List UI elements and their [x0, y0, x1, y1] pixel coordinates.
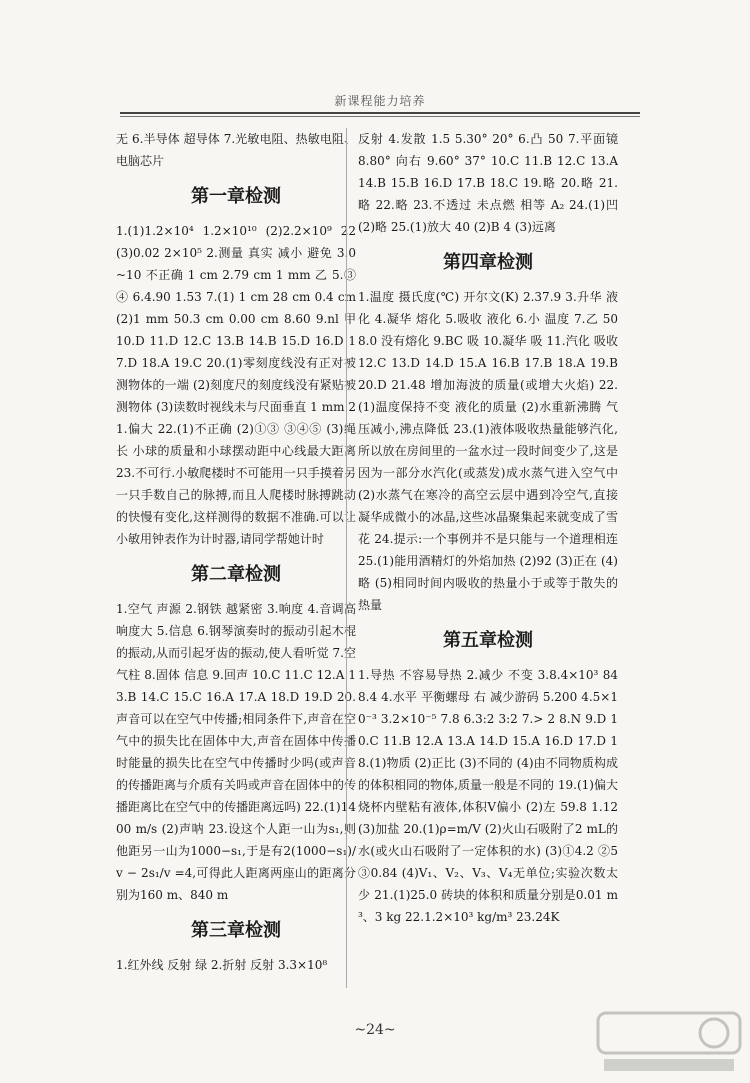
watermark-logo-icon: [594, 1007, 744, 1077]
section-title-ch4: 第四章检测: [443, 252, 533, 273]
section-body-ch4: 1.温度 摄氏度(℃) 开尔文(K) 2.37.9 3.升华 液化 4.凝华 熔化 5.吸收 液化 6.小 温度 7.乙 50 8.0 没有熔化 9.BC 吸 10.凝华 吸 11.汽化 吸收 12.C 13.D 14.D 15.A 16.B 17.B 18.A 19.B 20.D 21.48 增加海波的质量(或增大火焰) 22.(1)温度保持不变 液化的质量 (2)水重新沸腾 气压减小,沸点降低 23.(1)液体吸收热量能够汽化,所以放在房间里的一盆水过一段时间变少了,这是因为一部分水汽化(或蒸发)成水蒸气进入空气中 (2)水蒸气在寒冷的高空云层中遇到冷空气,直接凝华成微小的冰晶,这些冰晶聚集起来就变成了雪花 24.提示:一个事例并不是只能与一个道理相连 25.(1)能用酒精灯的外焰加热 (2)92 (3)正在 (4)略 (5)相同时间内吸收的热量小于或等于散失的热量: [358, 290, 618, 612]
section-body-ch5: 1.导热 不容易导热 2.减少 不变 3.8.4×10³ 84 8.4 4.水平 平衡螺母 右 减少游码 5.200 4.5×10⁻³ 3.2×10⁻⁵ 7.8 6.3:2 3:2 7.> 2 8.N 9.D 10.C 11.B 12.A 13.A 14.D 15.A 16.D 17.D 18.(1)物质 (2)正比 (3)不同的 (4)由不同物质构成的体积相同的物体,质量一般是不同的 19.(1)偏大 烧杯内壁粘有液体,体积V偏小 (2)左 59.8 1.12 (3)加盐 20.(1)ρ=m/V (2)火山石吸附了2 mL的水(或火山石吸附了一定体积的水) (3)①4.2 ②5 ③0.84 (4)V₁、V₂、V₃、V₄无单位;实验次数太少 21.(1)25.0 砖块的体积和质量分别是0.01 m³、3 kg 22.1.2×10³ kg/m³ 23.24K: [358, 668, 618, 924]
right-intro: 反射 4.发散 1.5 5.30° 20° 6.凸 50 7.平面镜 8.80° 向右 9.60° 37° 10.C 11.B 12.C 13.A 14.B 15.B 16.D 17.B 18.C 19.略 20.略 21.略 22.略 23.不透过 未点燃 相等 A₂ 24.(1)凹 (2)略 25.(1)放大 40 (2)B 4 (3)远离: [358, 132, 618, 234]
left-intro: 无 6.半导体 超导体 7.光敏电阻、热敏电阻、电脑芯片: [116, 132, 356, 168]
section-title-ch5: 第五章检测: [443, 630, 533, 651]
column-divider: [346, 128, 347, 988]
page-number: ~24~: [354, 1022, 396, 1038]
section-body-ch3: 1.红外线 反射 绿 2.折射 反射 3.3×10⁸: [116, 958, 328, 972]
running-header: 新课程能力培养: [334, 94, 426, 108]
right-column: [358, 128, 618, 928]
section-title-ch1: 第一章检测: [191, 186, 281, 207]
section-title-ch2: 第二章检测: [191, 564, 281, 585]
section-body-ch1: 1.(1)1.2×10⁴ 1.2×10¹⁰ (2)2.2×10⁹ 22 (3)0.02 2×10⁵ 2.测量 真实 减小 避免 3.0~10 不正确 1 cm 2.79 cm 1 mm 乙 5.③ ④ 6.4.90 1.53 7.(1) 1 cm 28 cm 0.4 cm (2)1 mm 50.3 cm 0.00 cm 8.60 9.nl 甲 10.D 11.D 12.C 13.B 14.B 15.D 16.D 17.D 18.A 19.C 20.(1)零刻度线没有正对被测物体的一端 (2)刻度尺的刻度线没有紧贴被测物体 (3)读数时视线未与尺面垂直 1 mm 21.偏大 22.(1)不正确 (2)①③ ③④⑤ (3)绳长 小球的质量和小球摆动距中心线最大距离 23.不可行.小敏爬楼时不可能用一只手摸着另一只手数自己的脉搏,而且人爬楼时脉搏跳动的快慢有变化,这样测得的数据不准确.可以让小敏用钟表作为计时器,请同学帮她计时: [116, 224, 356, 546]
header-rule-thin: [120, 116, 640, 117]
header-rule: [120, 112, 640, 114]
left-column: [116, 128, 356, 976]
section-body-ch2: 1.空气 声源 2.钢铁 越紧密 3.响度 4.音调高 响度大 5.信息 6.钢琴演奏时的振动引起木棍的振动,从而引起牙齿的振动,使人看听觉 7.空气柱 8.固体 信息 9.回声 10.C 11.C 12.A 13.B 14.C 15.C 16.A 17.A 18.D 19.D 20.声音可以在空气中传播;相同条件下,声音在空气中的损失比在固体中大,声音在固体中传播时能量的损失比在空气中传播时少吗(或声音的传播距离与介质有关吗或声音在固体中的传播距离比在空气中的传播距离远吗) 22.(1)1400 m/s (2)声呐 23.设这个人距一山为s₁,则他距另一山为1000−s₁,于是有2(1000−s₁)/v − 2s₁/v =4,可得此人距离两座山的距离分别为160 m、840 m: [116, 602, 357, 902]
section-title-ch3: 第三章检测: [191, 920, 281, 941]
